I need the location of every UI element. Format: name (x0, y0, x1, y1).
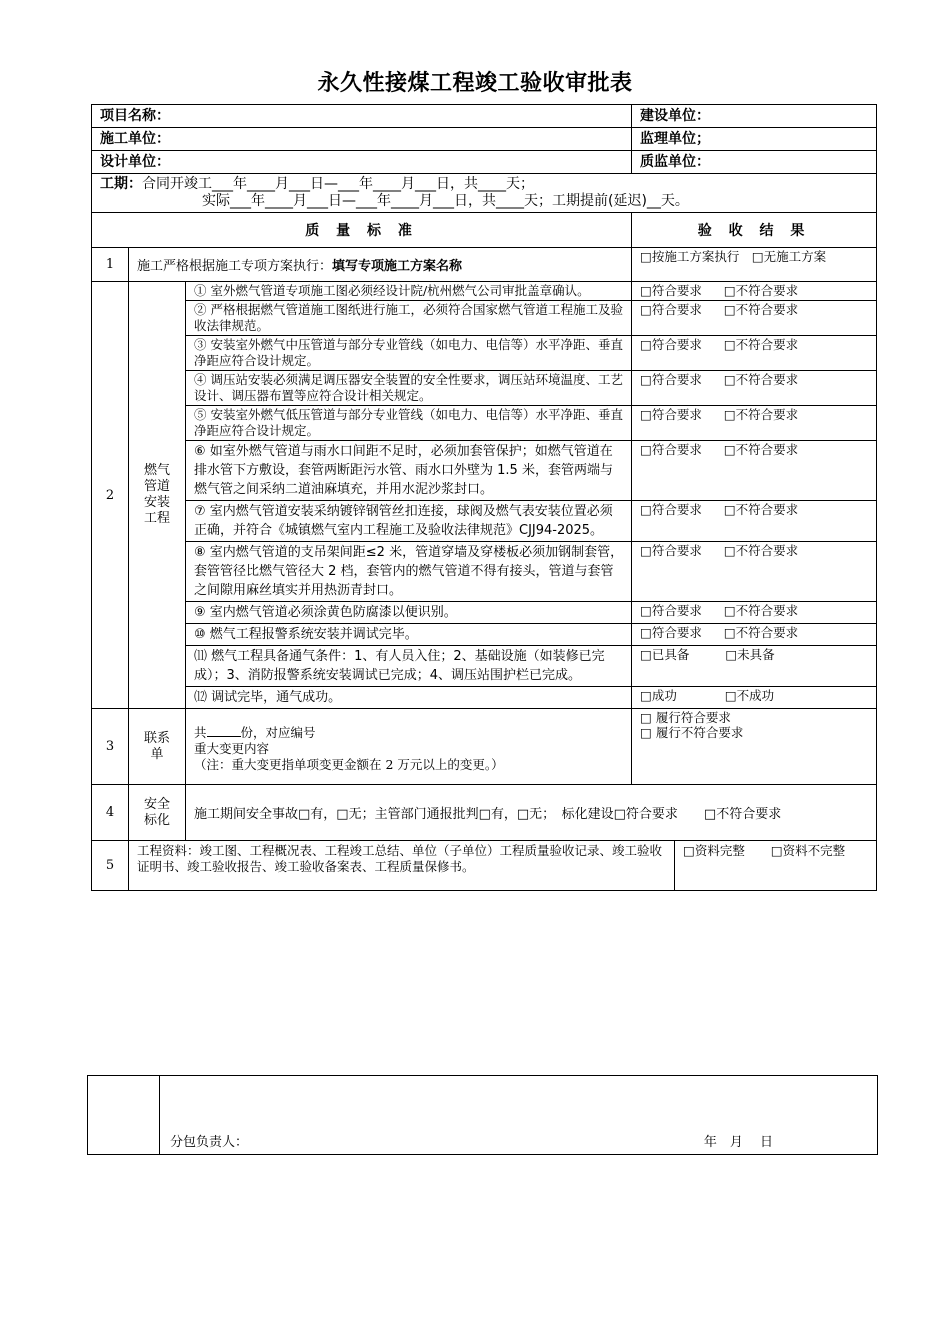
standard-item: ⑾ 燃气工程具备通气条件：1、有人员入住；2、基础设施（如装修已完成）；3、消防报警系统安装调试已完成；4、调压站围护栏已完成。 (186, 646, 632, 687)
builder-cell[interactable]: 建设单位： (632, 105, 877, 128)
documents-result-checkboxes[interactable]: □资料完整 □资料不完整 (675, 841, 877, 891)
row1-result-checkbox[interactable]: □按施工方案执行 □无施工方案 (632, 248, 877, 282)
standard-item: ⑧ 室内燃气管道的支吊架间距≤2 米，管道穿墙及穿楼板必须加钢制套管，套管管径比燃气管径大 2 档，套管内的燃气管道不得有接头，管道与套管之间隙用麻丝填实并用热沥青封口。 (186, 542, 632, 602)
result-checkboxes[interactable]: □已具备 □未具备 (632, 646, 877, 687)
row1-standard: 施工严格根据施工专项方案执行：填写专项施工方案名称 (129, 248, 632, 282)
period-label: 工期： (100, 176, 142, 192)
standard-item: ⑨ 室内燃气管道必须涂黄色防腐漆以便识别。 (186, 602, 632, 624)
result-checkboxes[interactable]: □符合要求 □不符合要求 (632, 501, 877, 542)
quality-supervisor-cell[interactable]: 质监单位： (632, 151, 877, 174)
category-label: 燃气管道安装工程 (129, 282, 186, 709)
row-number: 5 (92, 841, 129, 891)
signoff-date: 年 月 日 (703, 1135, 773, 1150)
row-number: 3 (92, 709, 129, 785)
standard-item: ④ 调压站安装必须满足调压器安全装置的安全性要求，调压站环境温度、工艺设计、调压器布置等应符合设计相关规定。 (186, 371, 632, 406)
row-number: 1 (92, 248, 129, 282)
result-checkboxes[interactable]: □符合要求 □不符合要求 (632, 371, 877, 406)
row-number: 2 (92, 282, 129, 709)
period-actual-line: 实际___年____月___日—___年____月___日，共____天；工期提前(延迟)__天。 (202, 193, 689, 209)
standard-item: ⑥ 如室外燃气管道与雨水口间距不足时，必须加套管保护；如燃气管道在排水管下方敷设，套管两断距污水管、雨水口外壁为 1.5 米，套管两端与燃气管之间采纳二道油麻填充，并用水泥沙浆封口。 (186, 441, 632, 501)
project-name-cell[interactable]: 项目名称： (92, 105, 632, 128)
approval-table (91, 104, 877, 891)
result-checkboxes[interactable]: □符合要求 □不符合要求 (632, 336, 877, 371)
safety-checkboxes[interactable]: 施工期间安全事故□有，□无；主管部门通报批判□有，□无； 标化建设□符合要求 □不符合要求 (186, 785, 877, 841)
signoff-table (87, 1075, 878, 1155)
row-number: 4 (92, 785, 129, 841)
result-checkboxes[interactable]: □成功 □不成功 (632, 687, 877, 709)
category-label: 安全标化 (129, 785, 186, 841)
construction-period[interactable] (92, 174, 877, 213)
period-contract-line: 合同开竣工___年____月___日—___年____月___日，共____天； (142, 176, 534, 192)
result-checkboxes[interactable]: □符合要求 □不符合要求 (632, 624, 877, 646)
constructor-cell[interactable]: 施工单位： (92, 128, 632, 151)
standard-item: ③ 安装室外燃气中压管道与部分专业管线（如电力、电信等）水平净距、垂直净距应符合设计规定。 (186, 336, 632, 371)
standard-item: ① 室外燃气管道专项施工图必须经设计院/杭州燃气公司审批盖章确认。 (186, 282, 632, 301)
standard-item: ⑦ 室内燃气管道安装采纳镀锌钢管丝扣连接，球阀及燃气表安装位置必须正确，并符合《城镇燃气室内工程施工及验收法律规范》CJJ94-2025。 (186, 501, 632, 542)
result-checkboxes[interactable]: □符合要求 □不符合要求 (632, 542, 877, 602)
result-column-header: 验 收 结 果 (632, 213, 877, 248)
standard-item: ⑤ 安装室外燃气低压管道与部分专业管线（如电力、电信等）水平净距、垂直净距应符合设计规定。 (186, 406, 632, 441)
contact-sheet-info: 共 份，对应编号 重大变更内容 （注：重大变更指单项变更金额在 2 万元以上的变更。） (186, 709, 632, 785)
result-checkboxes[interactable]: □符合要求 □不符合要求 (632, 441, 877, 501)
plan-name-field[interactable]: 填写专项施工方案名称 (332, 259, 463, 274)
engineering-documents: 工程资料：竣工图、工程概况表、工程竣工总结、单位（子单位）工程质量验收记录、竣工验收证明书、竣工验收报告、竣工验收备案表、工程质量保修书。 (129, 841, 675, 891)
category-label: 联系单 (129, 709, 186, 785)
result-checkboxes[interactable]: □符合要求 □不符合要求 (632, 301, 877, 336)
standard-item: ⑿ 调试完毕，通气成功。 (186, 687, 632, 709)
copies-field[interactable] (207, 723, 241, 737)
result-checkboxes[interactable]: □符合要求 □不符合要求 (632, 602, 877, 624)
contact-result-checkboxes[interactable]: □ 履行符合要求 □ 履行不符合要求 (632, 709, 877, 785)
designer-cell[interactable]: 设计单位： (92, 151, 632, 174)
result-checkboxes[interactable]: □符合要求 □不符合要求 (632, 282, 877, 301)
result-checkboxes[interactable]: □符合要求 □不符合要求 (632, 406, 877, 441)
standard-item: ② 严格根据燃气管道施工图纸进行施工，必须符合国家燃气管道工程施工及验收法律规范。 (186, 301, 632, 336)
signoff-blank-cell (88, 1076, 160, 1155)
standard-item: ⑩ 燃气工程报警系统安装并调试完毕。 (186, 624, 632, 646)
supervisor-cell[interactable]: 监理单位； (632, 128, 877, 151)
signoff-cell[interactable] (160, 1076, 878, 1155)
standard-column-header: 质 量 标 准 (92, 213, 632, 248)
subcontract-leader-label: 分包负责人： (170, 1135, 249, 1150)
page-title: 永久性接煤工程竣工验收审批表 (317, 71, 633, 96)
